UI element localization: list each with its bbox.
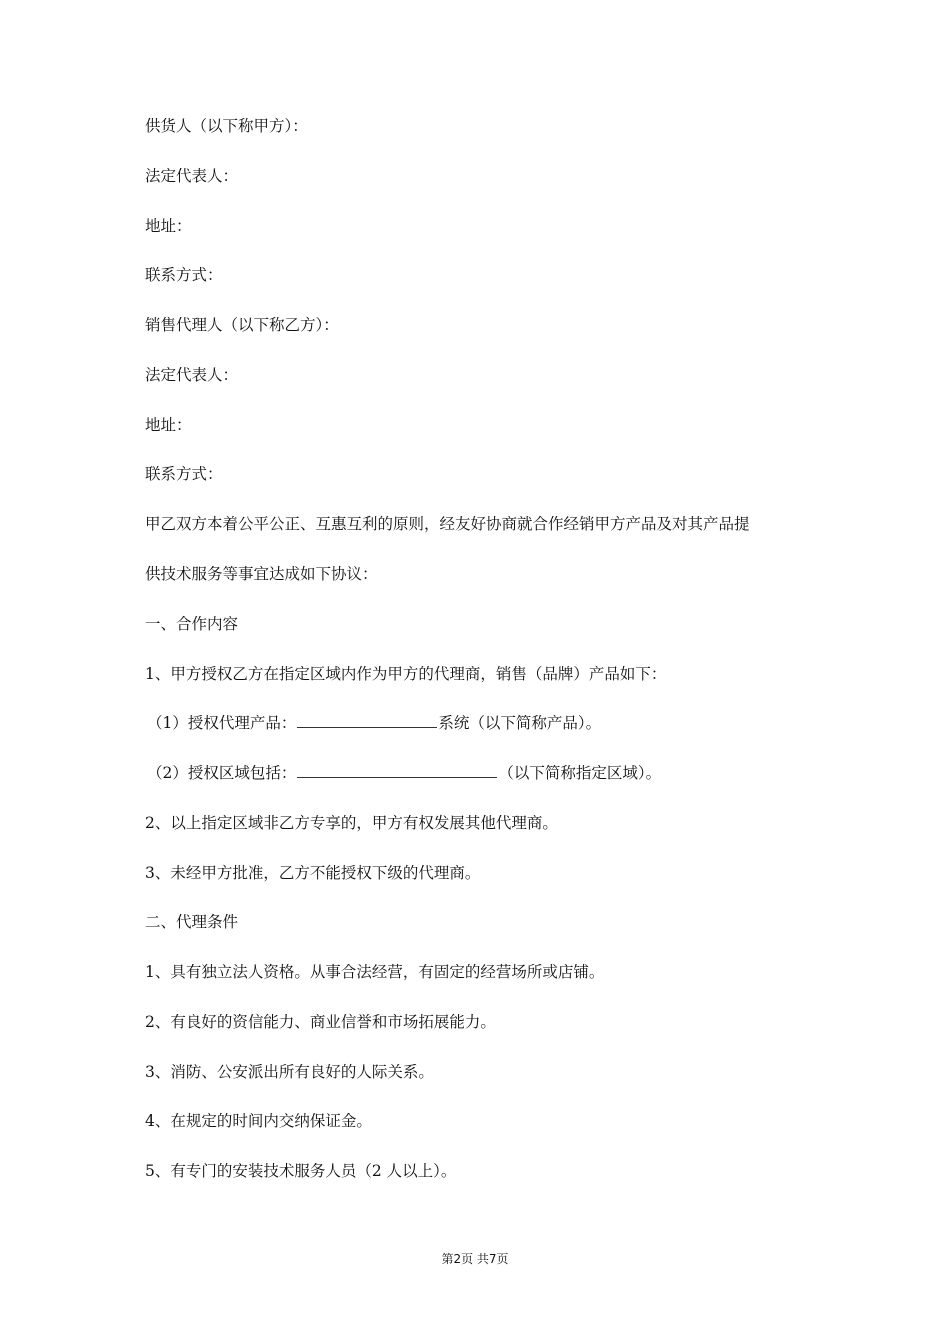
agent-party-label: 销售代理人（以下称乙方）： (145, 316, 339, 334)
sub-item-1-prefix: （1）授权代理产品： (147, 714, 297, 732)
section-1-item-3: 3、未经甲方批准，乙方不能授权下级的代理商。 (145, 864, 481, 882)
supplier-contact: 联系方式： (145, 266, 223, 284)
supplier-party-label: 供货人（以下称甲方）： (145, 117, 308, 135)
section-1-heading: 一、合作内容 (145, 615, 239, 633)
section-2-item-1: 1、具有独立法人资格。从事合法经营，有固定的经营场所或店铺。 (145, 963, 605, 981)
preamble-line-1: 甲乙双方本着公平公正、互惠互利的原则，经友好协商就合作经销甲方产品及对其产品提 (145, 515, 750, 533)
section-2-heading: 二、代理条件 (145, 913, 239, 931)
section-1-item-2: 2、以上指定区域非乙方专享的，甲方有权发展其他代理商。 (145, 814, 558, 832)
section-2-item-5: 5、有专门的安装技术服务人员（2 人以上）。 (145, 1162, 457, 1180)
section-2-item-3: 3、消防、公安派出所有良好的人际关系。 (145, 1063, 434, 1081)
section-2-item-4: 4、在规定的时间内交纳保证金。 (145, 1112, 372, 1130)
section-1-item-1: 1、甲方授权乙方在指定区域内作为甲方的代理商，销售（品牌）产品如下： (145, 665, 667, 683)
section-2-item-2: 2、有良好的资信能力、商业信誉和市场拓展能力。 (145, 1013, 496, 1031)
supplier-legal-rep: 法定代表人： (145, 167, 239, 185)
agent-address: 地址： (145, 416, 192, 434)
section-1-sub-item-1 (147, 713, 601, 733)
sub-item-2-suffix: （以下简称指定区域）。 (498, 764, 662, 782)
supplier-address: 地址： (145, 217, 192, 235)
page-number-footer: 第2页 共7页 (441, 1252, 509, 1266)
agent-legal-rep: 法定代表人： (145, 366, 239, 384)
sub-item-1-suffix: 系统（以下简称产品）。 (438, 714, 602, 732)
section-1-sub-item-2 (147, 763, 661, 783)
sub-item-2-prefix: （2）授权区域包括： (147, 764, 297, 782)
preamble-line-2: 供技术服务等事宜达成如下协议： (145, 565, 378, 583)
product-blank-field (297, 713, 437, 728)
agent-contact: 联系方式： (145, 465, 223, 483)
region-blank-field (297, 763, 497, 778)
